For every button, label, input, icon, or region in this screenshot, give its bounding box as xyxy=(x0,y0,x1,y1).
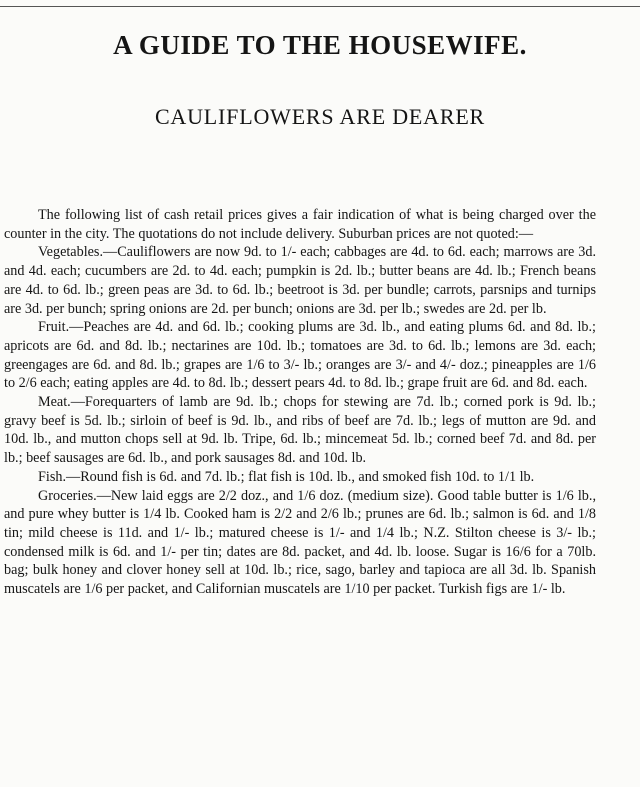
paragraph-text: Cauliflowers are now 9d. to 1/- each; cabbages are 4d. to 6d. each; marrows are 3d. and 4d. each; cucumbers are 2d. to 4d. each; pumpkin is 2d. lb.; butter beans are 4d. lb.; French beans are 4d. to 6d. lb.; green peas are 3d. to 6d. lb.; beetroot is 3d. per bundle; carrots, parsnips and turnips are 3d. per bunch; spring onions are 2d. per bunch; onions are 3d. per lb.; swedes are 2d. per lb. xyxy=(4,244,596,317)
groceries-paragraph xyxy=(4,487,596,599)
paragraph-text: The following list of cash retail prices gives a fair indication of what is being charged over the counter in the city. The quotations do not include delivery. Suburban prices are not quoted:— xyxy=(4,207,596,242)
meat-paragraph xyxy=(4,393,596,468)
article-body xyxy=(4,206,596,599)
paragraph-lead: Fish.— xyxy=(38,468,81,485)
paragraph-text: Peaches are 4d. and 6d. lb.; cooking plums are 3d. lb., and eating plums 6d. and 8d. lb.; apricots are 6d. and 8d. lb.; nectarines are 10d. lb.; tomatoes are 3d. to 6d. lb.; lemons are 3d. each; greengages are 6d. and 8d. lb.; grapes are 1/6 to 3/- lb.; oranges are 3/- and 4/- doz.; pineapples are 1/6 to 2/6 each; eating apples are 4d. to 8d. lb.; dessert pears 4d. to 8d. lb.; grape fruit are 6d. and 8d. each. xyxy=(4,319,596,392)
paragraph-lead: Fruit.— xyxy=(38,319,84,336)
top-rule xyxy=(0,6,640,7)
vegetables-paragraph xyxy=(4,243,596,318)
paragraph-text: Round fish is 6d. and 7d. lb.; flat fish is 10d. lb., and smoked fish 10d. to 1/1 lb. xyxy=(80,468,535,485)
paragraph-text: Forequarters of lamb are 9d. lb.; chops for stewing are 7d. lb.; corned pork is 9d. lb.; gravy beef is 5d. lb.; sirloin of beef is 9d. lb., and ribs of beef are 7d. lb.; legs of mutton are 9d. and 10d. lb., and mutton chops sell at 9d. lb. Tripe, 6d. lb.; mincemeat 5d. lb.; corned beef 7d. and 8d. per lb.; beef sausages are 6d. lb., and pork sausages 8d. and 10d. lb. xyxy=(4,394,596,467)
fruit-paragraph xyxy=(4,318,596,393)
fish-paragraph xyxy=(4,468,596,487)
subheadline: CAULIFLOWERS ARE DEARER xyxy=(154,104,486,129)
intro-paragraph xyxy=(4,206,596,243)
paragraph-lead: Groceries.— xyxy=(38,487,111,504)
paragraph-lead: Vegetables.— xyxy=(38,244,118,261)
paragraph-text: New laid eggs are 2/2 doz., and 1/6 doz. (medium size). Good table butter is 1/6 lb., and pure whey butter is 1/4 lb. Cooked ham is 2/2 and 2/6 lb.; prunes are 6d. lb.; salmon is 6d. and 1/8 tin; mild cheese is 11d. and 1/- lb.; matured cheese is 1/- and 1/4 lb.; N.Z. Stilton cheese is 3/- lb.; condensed milk is 6d. and 1/- per tin; dates are 8d. packet, and 4d. lb. loose. Sugar is 16/6 for a 70lb. bag; bulk honey and clover honey sell at 10d. lb.; rice, sago, barley and tapioca are all 3d. lb. Spanish muscatels are 1/6 per packet, and Californian muscatels are 1/10 per packet. Turkish figs are 1/- lb. xyxy=(4,487,596,598)
headline: A GUIDE TO THE HOUSEWIFE. xyxy=(113,30,527,60)
paragraph-lead: Meat.— xyxy=(38,394,85,411)
